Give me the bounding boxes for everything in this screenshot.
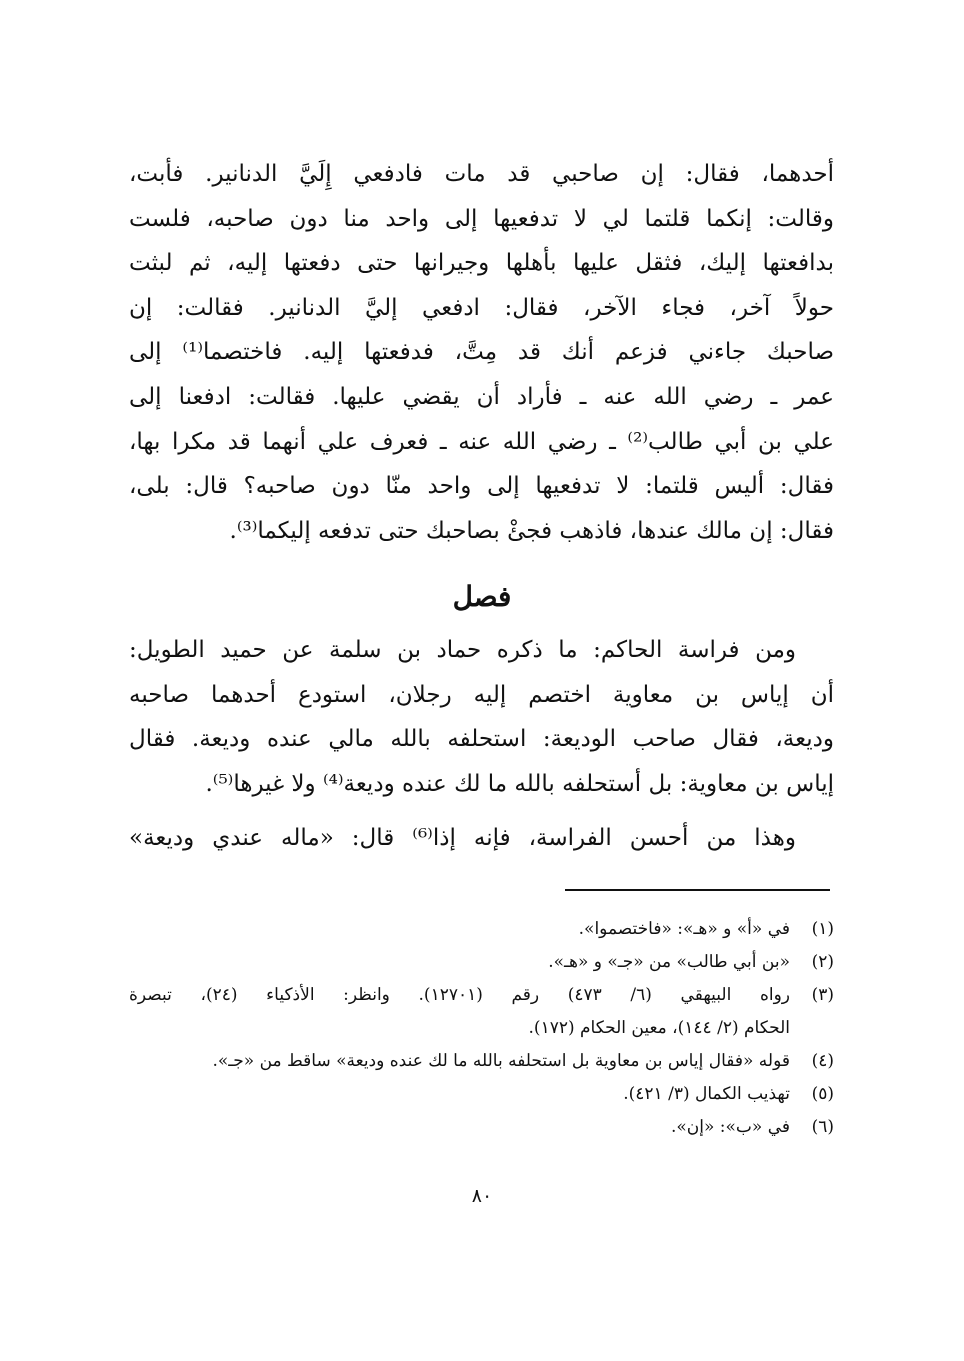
footnote-text (129, 913, 790, 946)
footnote-text (129, 1111, 790, 1144)
text-line: وهذا من أحسن الفراسة، فإنه إذا⁽⁶⁾ قال: «ماله عندي وديعة» (129, 825, 796, 851)
footnote-line: رواه البيهقي (٦/ ٤٧٣) رقم (١٢٧٠١). وانظر: الأذكياء (٢٤)، تبصرة (129, 985, 790, 1005)
page-number: ٨٠ (471, 1185, 493, 1207)
text-line: وديعة، فقال صاحب الوديعة: استحلفه بالله مالي عنده وديعة. فقال (129, 726, 834, 753)
paragraph-3 (129, 816, 834, 861)
footnote-number: (٤) (811, 1051, 834, 1071)
text-line: صاحبك جاءني فزعم أنك قد مِتَّ، فدفعتها إليه. فاختصما⁽¹⁾ إلى (129, 339, 835, 366)
footnote-number: (٥) (811, 1084, 834, 1104)
footnote-number: (٣) (811, 985, 834, 1005)
footnote (129, 1111, 834, 1144)
text-line: فقال: إن مالك عندها، فاذهب فجئْ بصاحبك حتى تدفعه إليكما⁽³⁾. (229, 517, 834, 544)
footnote (129, 913, 834, 946)
text-line: حولاً آخر، فجاء الآخر، فقال: ادفعي إليَّ الدنانير. فقالت: إن (129, 294, 834, 321)
text-line: أحدهما، فقال: إن صاحبي قد مات فادفعي إِلَيَّ الدنانير. فأبت، (129, 161, 834, 187)
text-line: بدافعتها إليك، فثقل عليها بأهلها وجيرانها حتى دفعتها إليه، ثم لبثت (129, 250, 834, 277)
footnote-number: (١) (811, 919, 834, 939)
paragraph-1 (129, 152, 834, 553)
footnote-line: قوله «فقال إياس بن معاوية بل استحلفه بالله ما لك عنده وديعة» ساقط من «جـ». (212, 1051, 790, 1071)
footnote-text (129, 1045, 790, 1078)
text-line: ومن فراسة الحاكم: ما ذكره حماد بن سلمة عن حميد الطويل: (129, 637, 796, 663)
footnote (129, 979, 834, 1045)
footnote-number: (٦) (811, 1117, 834, 1137)
footnote-text (129, 946, 790, 979)
footnote-text (129, 979, 790, 1045)
paragraph-2 (129, 628, 834, 806)
footnote-number: (٢) (811, 952, 834, 972)
section-heading: فصل (452, 580, 512, 613)
text-line: عمر ـ رضي الله عنه ـ فأراد أن يقضي عليها. فقالت: ادفعنا إلى (129, 383, 834, 410)
footnote (129, 1078, 834, 1111)
footnote-text (129, 1078, 790, 1111)
text-line: فقال: أليس قلتما: لا تدفعيها إلى واحد منّا دون صاحبه؟ قال: بلى، (129, 473, 834, 500)
footnote-separator (565, 889, 830, 891)
footnote-line: في «أ» و «هـ»: «فاختصموا». (578, 919, 790, 939)
text-line: علي بن أبي طالب⁽²⁾ ـ رضي الله عنه ـ فعرف علي أنهما قد مكرا بها، (129, 428, 835, 455)
text-line: إياس بن معاوية: بل أستحلفه بالله ما لك عنده وديعة⁽⁴⁾ ولا غيرها⁽⁵⁾. (205, 770, 834, 797)
footnote-line: الحكام (٢/ ١٤٤)، معين الحكام (١٧٢). (528, 1018, 790, 1038)
footnote-line: تهذيب الكمال (٣/ ٤٢١). (623, 1084, 790, 1104)
text-line: أن إياس بن معاوية اختصم إليه رجلان، استودع أحدهما صاحبه (129, 681, 834, 708)
text-line: وقالت: إنكما قلتما لي لا تدفعيها إلى واحد منا دون صاحبه، فلست (129, 205, 834, 232)
footnote (129, 946, 834, 979)
footnote-line: في «ب»: «إن». (670, 1117, 790, 1137)
footnote (129, 1045, 834, 1078)
footnotes (129, 913, 834, 1144)
footnote-line: «بن أبي طالب» من «جـ» و «هـ». (548, 952, 790, 972)
